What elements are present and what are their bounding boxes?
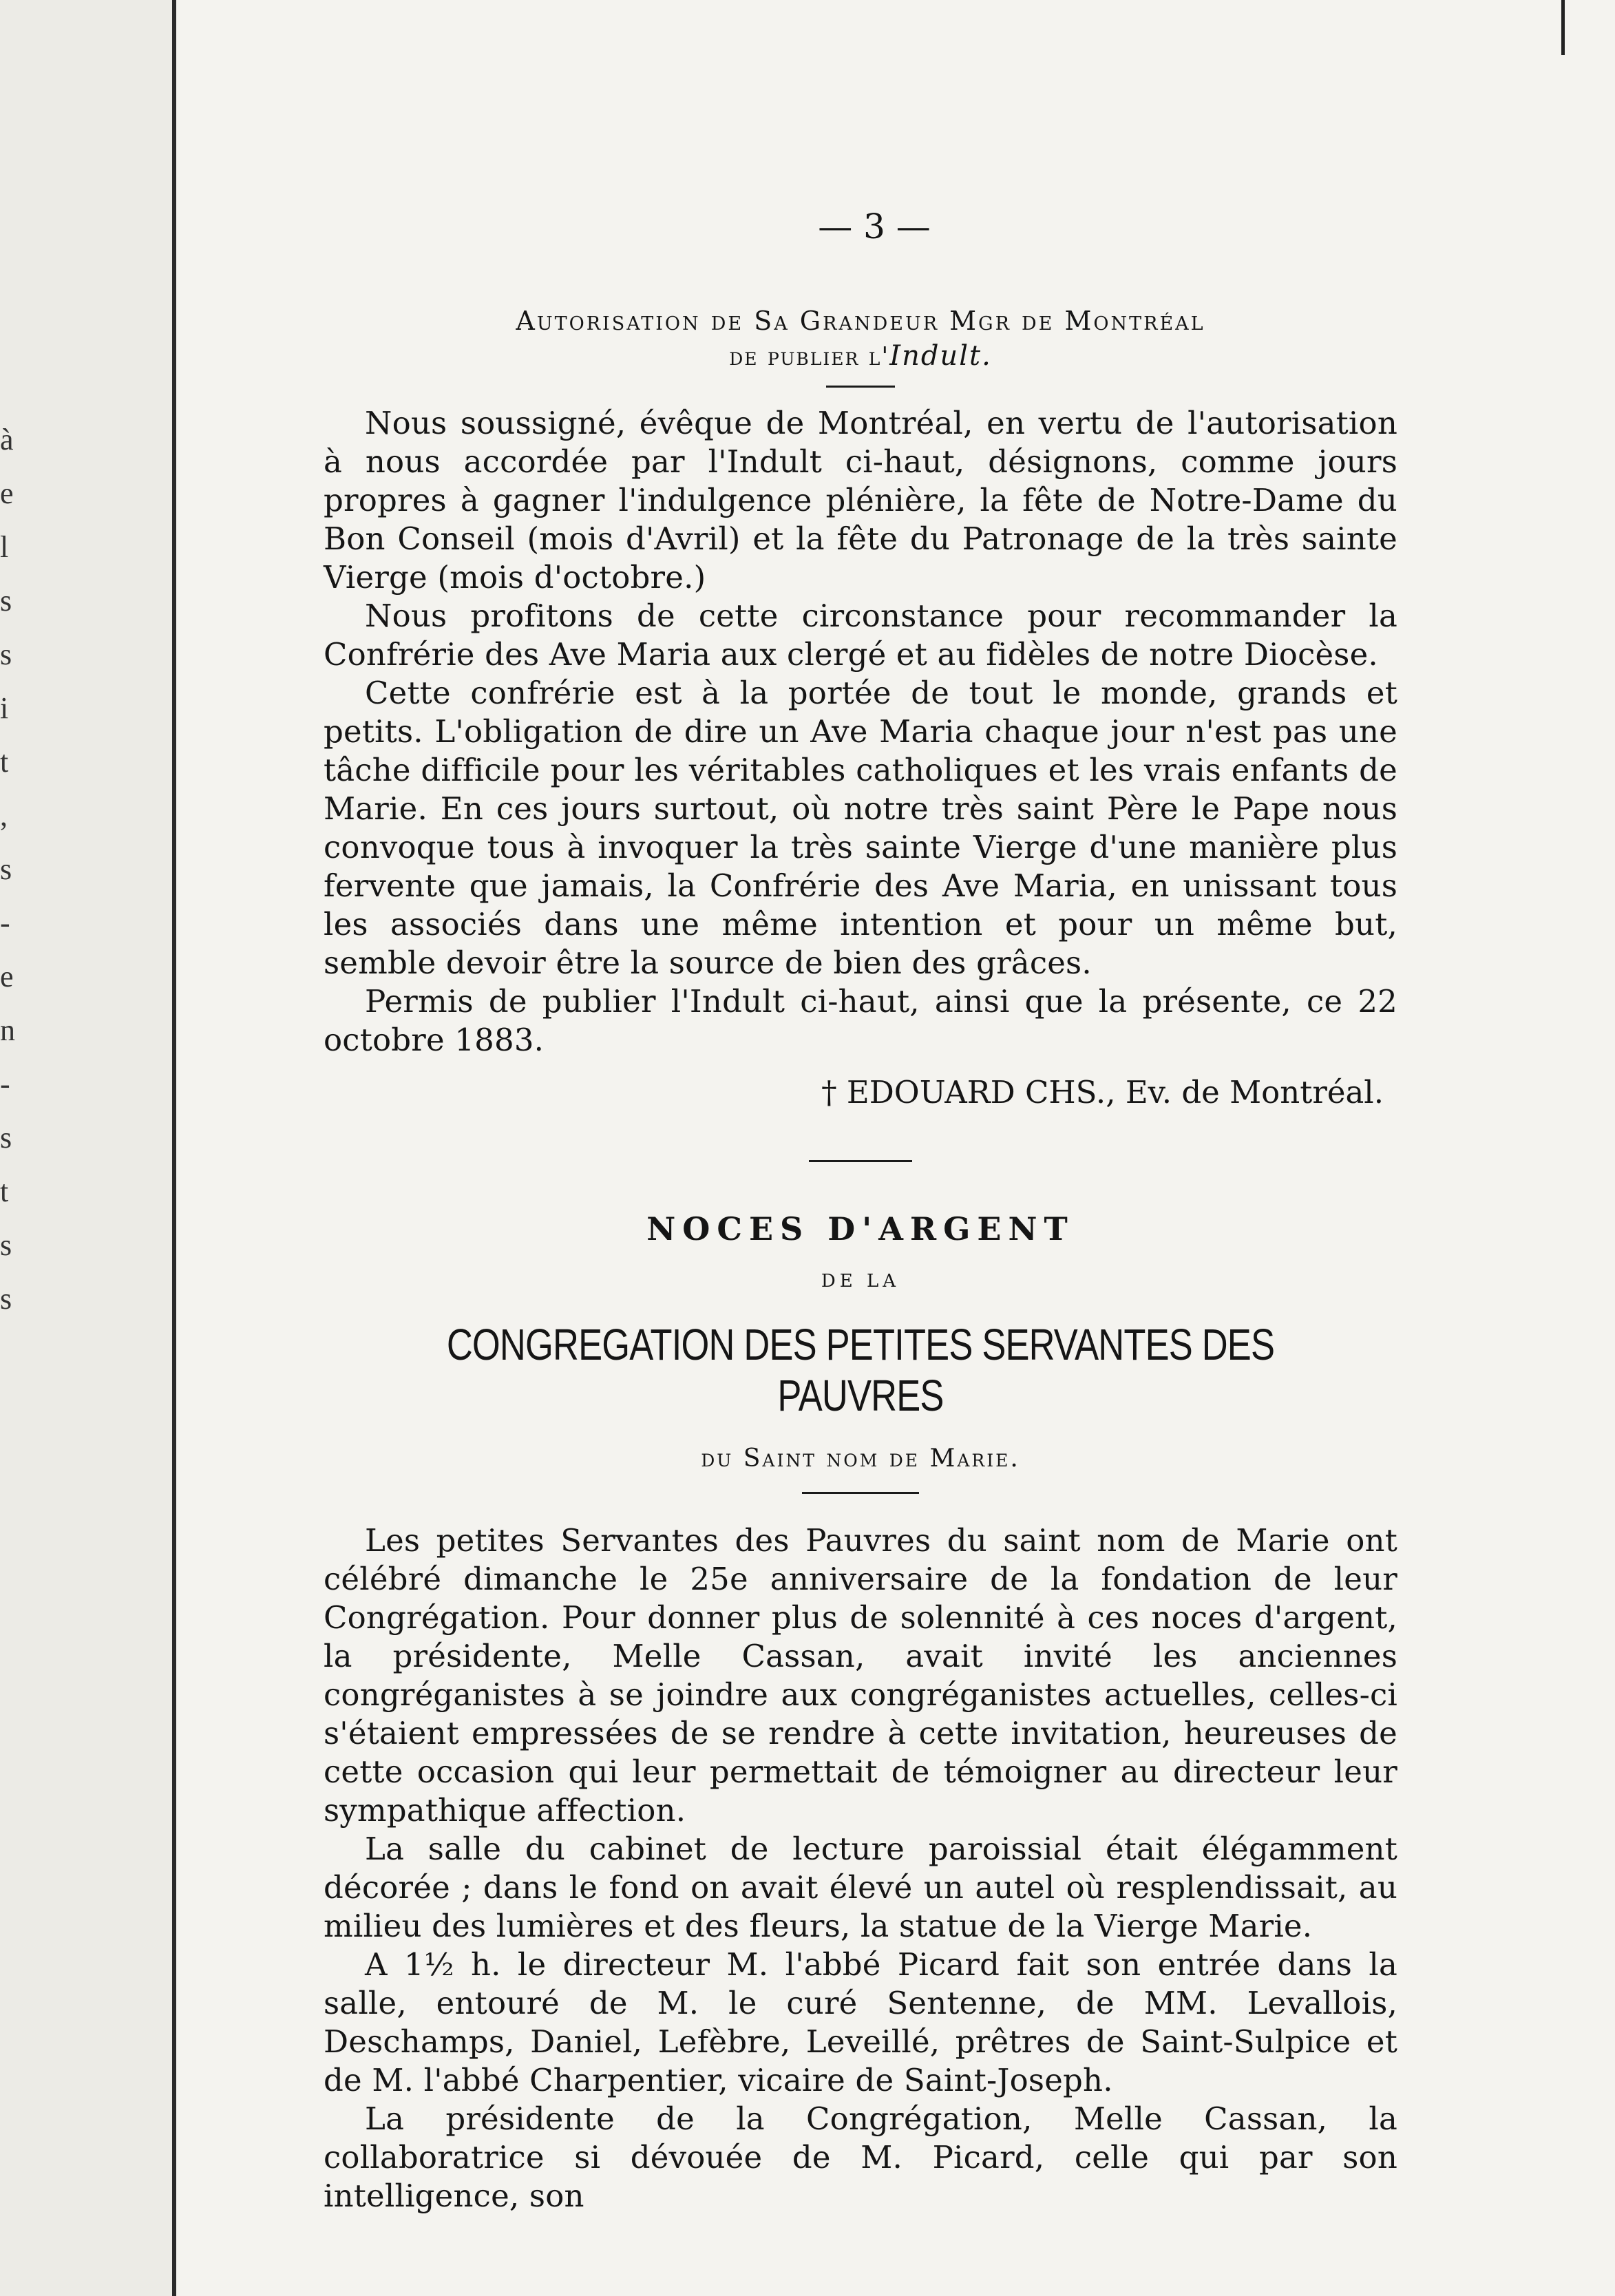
authorization-subtitle-text: de publier l' — [729, 343, 890, 371]
authorization-paragraph-1: Nous soussigné, évêque de Montréal, en vertu de l'autorisation à nous accordée par l'Indult ci-haut, désignons, comme jours propres à gagner l'indulgence plénière, la fête de Notre-Dame du Bon Conseil (mois d'Avril) et la fête du Patronage de la très sainte Vierge (mois d'octobre.) — [324, 405, 1397, 596]
de-la-label: DE LA — [821, 1271, 900, 1292]
noces-paragraph-1: Les petites Servantes des Pauvres du saint nom de Marie ont célébré dimanche le 25e anniversaire de la fondation de leur Congrégation. Pour donner plus de solennité à ces noces d'argent, la présidente, Melle Cassan, avait invité les anciennes congréganistes à se joindre aux congréganistes actuelles, celles-ci s'étaient empressées de se rendre à cette invitation, heureuses de cette occasion qui leur permettait de témoigner au directeur leur sympathique affection. — [324, 1522, 1397, 1829]
margin-letter: - — [0, 906, 10, 940]
margin-letter: e — [0, 476, 14, 510]
margin-letter: s — [0, 852, 12, 886]
authorization-paragraph-4: Permis de publier l'Indult ci-haut, ainsi que la présente, ce 22 octobre 1883. — [324, 983, 1397, 1058]
saint-nom-subtitle: du Saint nom de Marie. — [701, 1444, 1020, 1473]
divider — [809, 1160, 912, 1162]
margin-letter: s — [0, 1282, 12, 1316]
noces-paragraph-2: La salle du cabinet de lecture paroissial était élégamment décorée ; dans le fond on avait élevé un autel où resplendissait, au milieu des lumières et des fleurs, la statue de la Vierge Marie. — [324, 1831, 1397, 1944]
margin-letter: , — [0, 799, 8, 832]
margin-letter: s — [0, 1228, 12, 1262]
noces-heading: NOCES D'ARGENT — [646, 1210, 1075, 1247]
authorization-subtitle-italic: Indult. — [889, 340, 992, 372]
signature: † EDOUARD CHS., Ev. de Montréal. — [821, 1074, 1384, 1110]
noces-paragraph-3: A 1½ h. le directeur M. l'abbé Picard fait son entrée dans la salle, entouré de M. le curé Sentenne, de MM. Levallois, Deschamps, Daniel, Lefèbre, Leveillé, prêtres de Saint-Sulpice et de M. l'abbé Charpentier, vicaire de Saint-Joseph. — [324, 1946, 1397, 2098]
document-page — [324, 207, 1397, 2215]
authorization-paragraph-3: Cette confrérie est à la portée de tout le monde, grands et petits. L'obligation de dire un Ave Maria chaque jour n'est pas une tâche difficile pour les véritables catholiques et les vrais enfants de Marie. En ces jours surtout, où notre très saint Père le Pape nous convoque tous à invoquer la très sainte Vierge d'une manière plus fervente que jamais, la Confrérie des Ave Maria, en unissant tous les associés dans une même intention et pour un même but, semble devoir être la source de bien des grâces. — [324, 675, 1397, 981]
page-number: — 3 — — [818, 207, 931, 246]
scan-edge-mark — [1561, 0, 1592, 55]
margin-letter: s — [0, 1121, 12, 1155]
divider — [802, 1492, 919, 1494]
margin-letter: n — [0, 1013, 15, 1047]
divider — [826, 386, 895, 388]
margin-letter: l — [0, 530, 9, 564]
bleed-through-margin — [0, 413, 21, 1326]
authorization-paragraph-2: Nous profitons de cette circonstance pour recommander la Confrérie des Ave Maria aux clergé et au fidèles de notre Diocèse. — [324, 598, 1397, 673]
margin-letter: t — [0, 745, 9, 779]
margin-letter: t — [0, 1175, 9, 1208]
authorization-subtitle — [324, 340, 1397, 372]
scan-gutter — [0, 0, 176, 2296]
authorization-title: Autorisation de Sa Grandeur Mgr de Montréal — [516, 306, 1205, 336]
margin-letter: e — [0, 960, 14, 993]
margin-letter: s — [0, 584, 12, 618]
margin-letter: à — [0, 423, 14, 456]
margin-letter: s — [0, 638, 12, 671]
noces-paragraph-4: La présidente de la Congrégation, Melle Cassan, la collaboratrice si dévouée de M. Picard, celle qui par son intelligence, son — [324, 2100, 1397, 2214]
congregation-title: CONGREGATION DES PETITES SERVANTES DES PAUVRES — [446, 1320, 1275, 1420]
margin-letter: i — [0, 691, 9, 725]
margin-letter: - — [0, 1067, 10, 1101]
